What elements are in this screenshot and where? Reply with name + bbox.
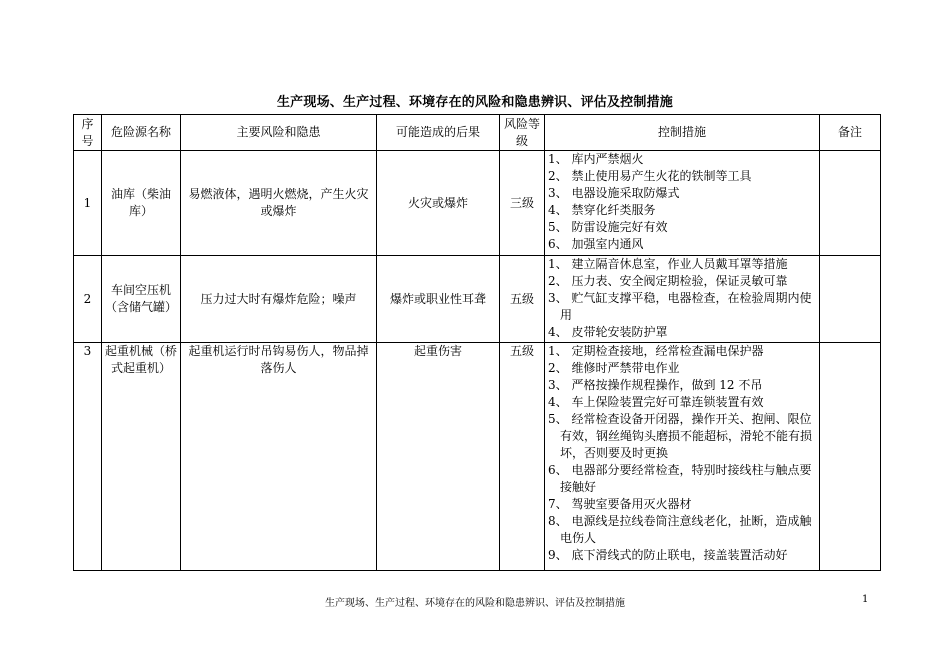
table-row — [74, 151, 881, 256]
row-consequence: 火灾或爆炸 — [377, 151, 500, 256]
measure-item: 3、 贮气缸支撑平稳，电器检查，在检验周期内使用 — [548, 291, 812, 322]
measure-item: 9、 底下滑线式的防止联电，接盖装置活动好 — [548, 548, 788, 562]
header-measures: 控制措施 — [545, 115, 820, 151]
measures-list — [548, 343, 816, 564]
measure-item: 6、 电器部分要经常检查，特别时接线柱与触点要接触好 — [548, 463, 812, 494]
table-row — [74, 343, 881, 571]
measure-item: 7、 驾驶室要备用灭火器材 — [548, 497, 692, 511]
header-seq: 序号 — [74, 115, 102, 151]
measure-item: 8、 电源线是拉线卷筒注意线老化，扯断，造成触电伤人 — [548, 514, 812, 545]
document-title: 生产现场、生产过程、环境存在的风险和隐患辨识、评估及控制措施 — [276, 95, 673, 110]
measure-item: 1、 定期检查接地，经常检查漏电保护器 — [548, 344, 764, 358]
row-remarks — [820, 151, 881, 256]
measure-item: 4、 皮带轮安装防护罩 — [548, 325, 668, 339]
measure-item: 2、 禁止使用易产生火花的铁制等工具 — [548, 169, 752, 183]
header-source: 危险源名称 — [102, 115, 181, 151]
header-level: 风险等级 — [500, 115, 545, 151]
row-risk: 压力过大时有爆炸危险；噪声 — [181, 256, 377, 343]
measure-item: 2、 维修时严禁带电作业 — [548, 361, 680, 375]
row-level: 三级 — [500, 151, 545, 256]
header-consequence: 可能造成的后果 — [377, 115, 500, 151]
row-source: 车间空压机（含储气罐） — [102, 256, 181, 343]
row-source: 油库（柴油库） — [102, 151, 181, 256]
row-measures — [545, 343, 820, 571]
measure-item: 4、 禁穿化纤类服务 — [548, 203, 656, 217]
header-risk: 主要风险和隐患 — [181, 115, 377, 151]
risk-control-table — [73, 114, 881, 571]
measures-list — [548, 151, 816, 253]
measure-item: 4、 车上保险装置完好可靠连锁装置有效 — [548, 395, 764, 409]
row-measures — [545, 256, 820, 343]
row-remarks — [820, 256, 881, 343]
measure-item: 5、 经常检查设备开闭器，操作开关、抱闸、限位有效，钢丝绳钩头磨损不能超标，滑轮不能有损坏，否则要及时更换 — [548, 412, 813, 460]
measure-item: 2、 压力表、安全阀定期检验，保证灵敏可靠 — [548, 274, 788, 288]
row-level: 五级 — [500, 343, 545, 571]
measure-item: 6、 加强室内通风 — [548, 237, 644, 251]
row-seq: 2 — [74, 256, 102, 343]
row-level: 五级 — [500, 256, 545, 343]
row-consequence: 起重伤害 — [377, 343, 500, 571]
measure-item: 5、 防雷设施完好有效 — [548, 220, 668, 234]
row-seq: 3 — [74, 343, 102, 571]
table-row — [74, 256, 881, 343]
row-remarks — [820, 343, 881, 571]
row-seq: 1 — [74, 151, 102, 256]
measure-item: 1、 建立隔音休息室，作业人员戴耳罩等措施 — [548, 257, 788, 271]
footer-title: 生产现场、生产过程、环境存在的风险和隐患辨识、评估及控制措施 — [325, 598, 625, 609]
header-remarks: 备注 — [820, 115, 881, 151]
table-header-row — [74, 115, 881, 151]
row-measures — [545, 151, 820, 256]
row-source: 起重机械（桥式起重机） — [102, 343, 181, 571]
measure-item: 3、 严格按操作规程操作，做到 12 不吊 — [548, 378, 763, 392]
measures-list — [548, 256, 816, 341]
row-risk: 起重机运行时吊钩易伤人，物品掉落伤人 — [181, 343, 377, 571]
page-number: 1 — [862, 594, 869, 605]
row-consequence: 爆炸或职业性耳聋 — [377, 256, 500, 343]
measure-item: 3、 电器设施采取防爆式 — [548, 186, 680, 200]
measure-item: 1、 库内严禁烟火 — [548, 152, 644, 166]
row-risk: 易燃液体，遇明火燃烧，产生火灾或爆炸 — [181, 151, 377, 256]
